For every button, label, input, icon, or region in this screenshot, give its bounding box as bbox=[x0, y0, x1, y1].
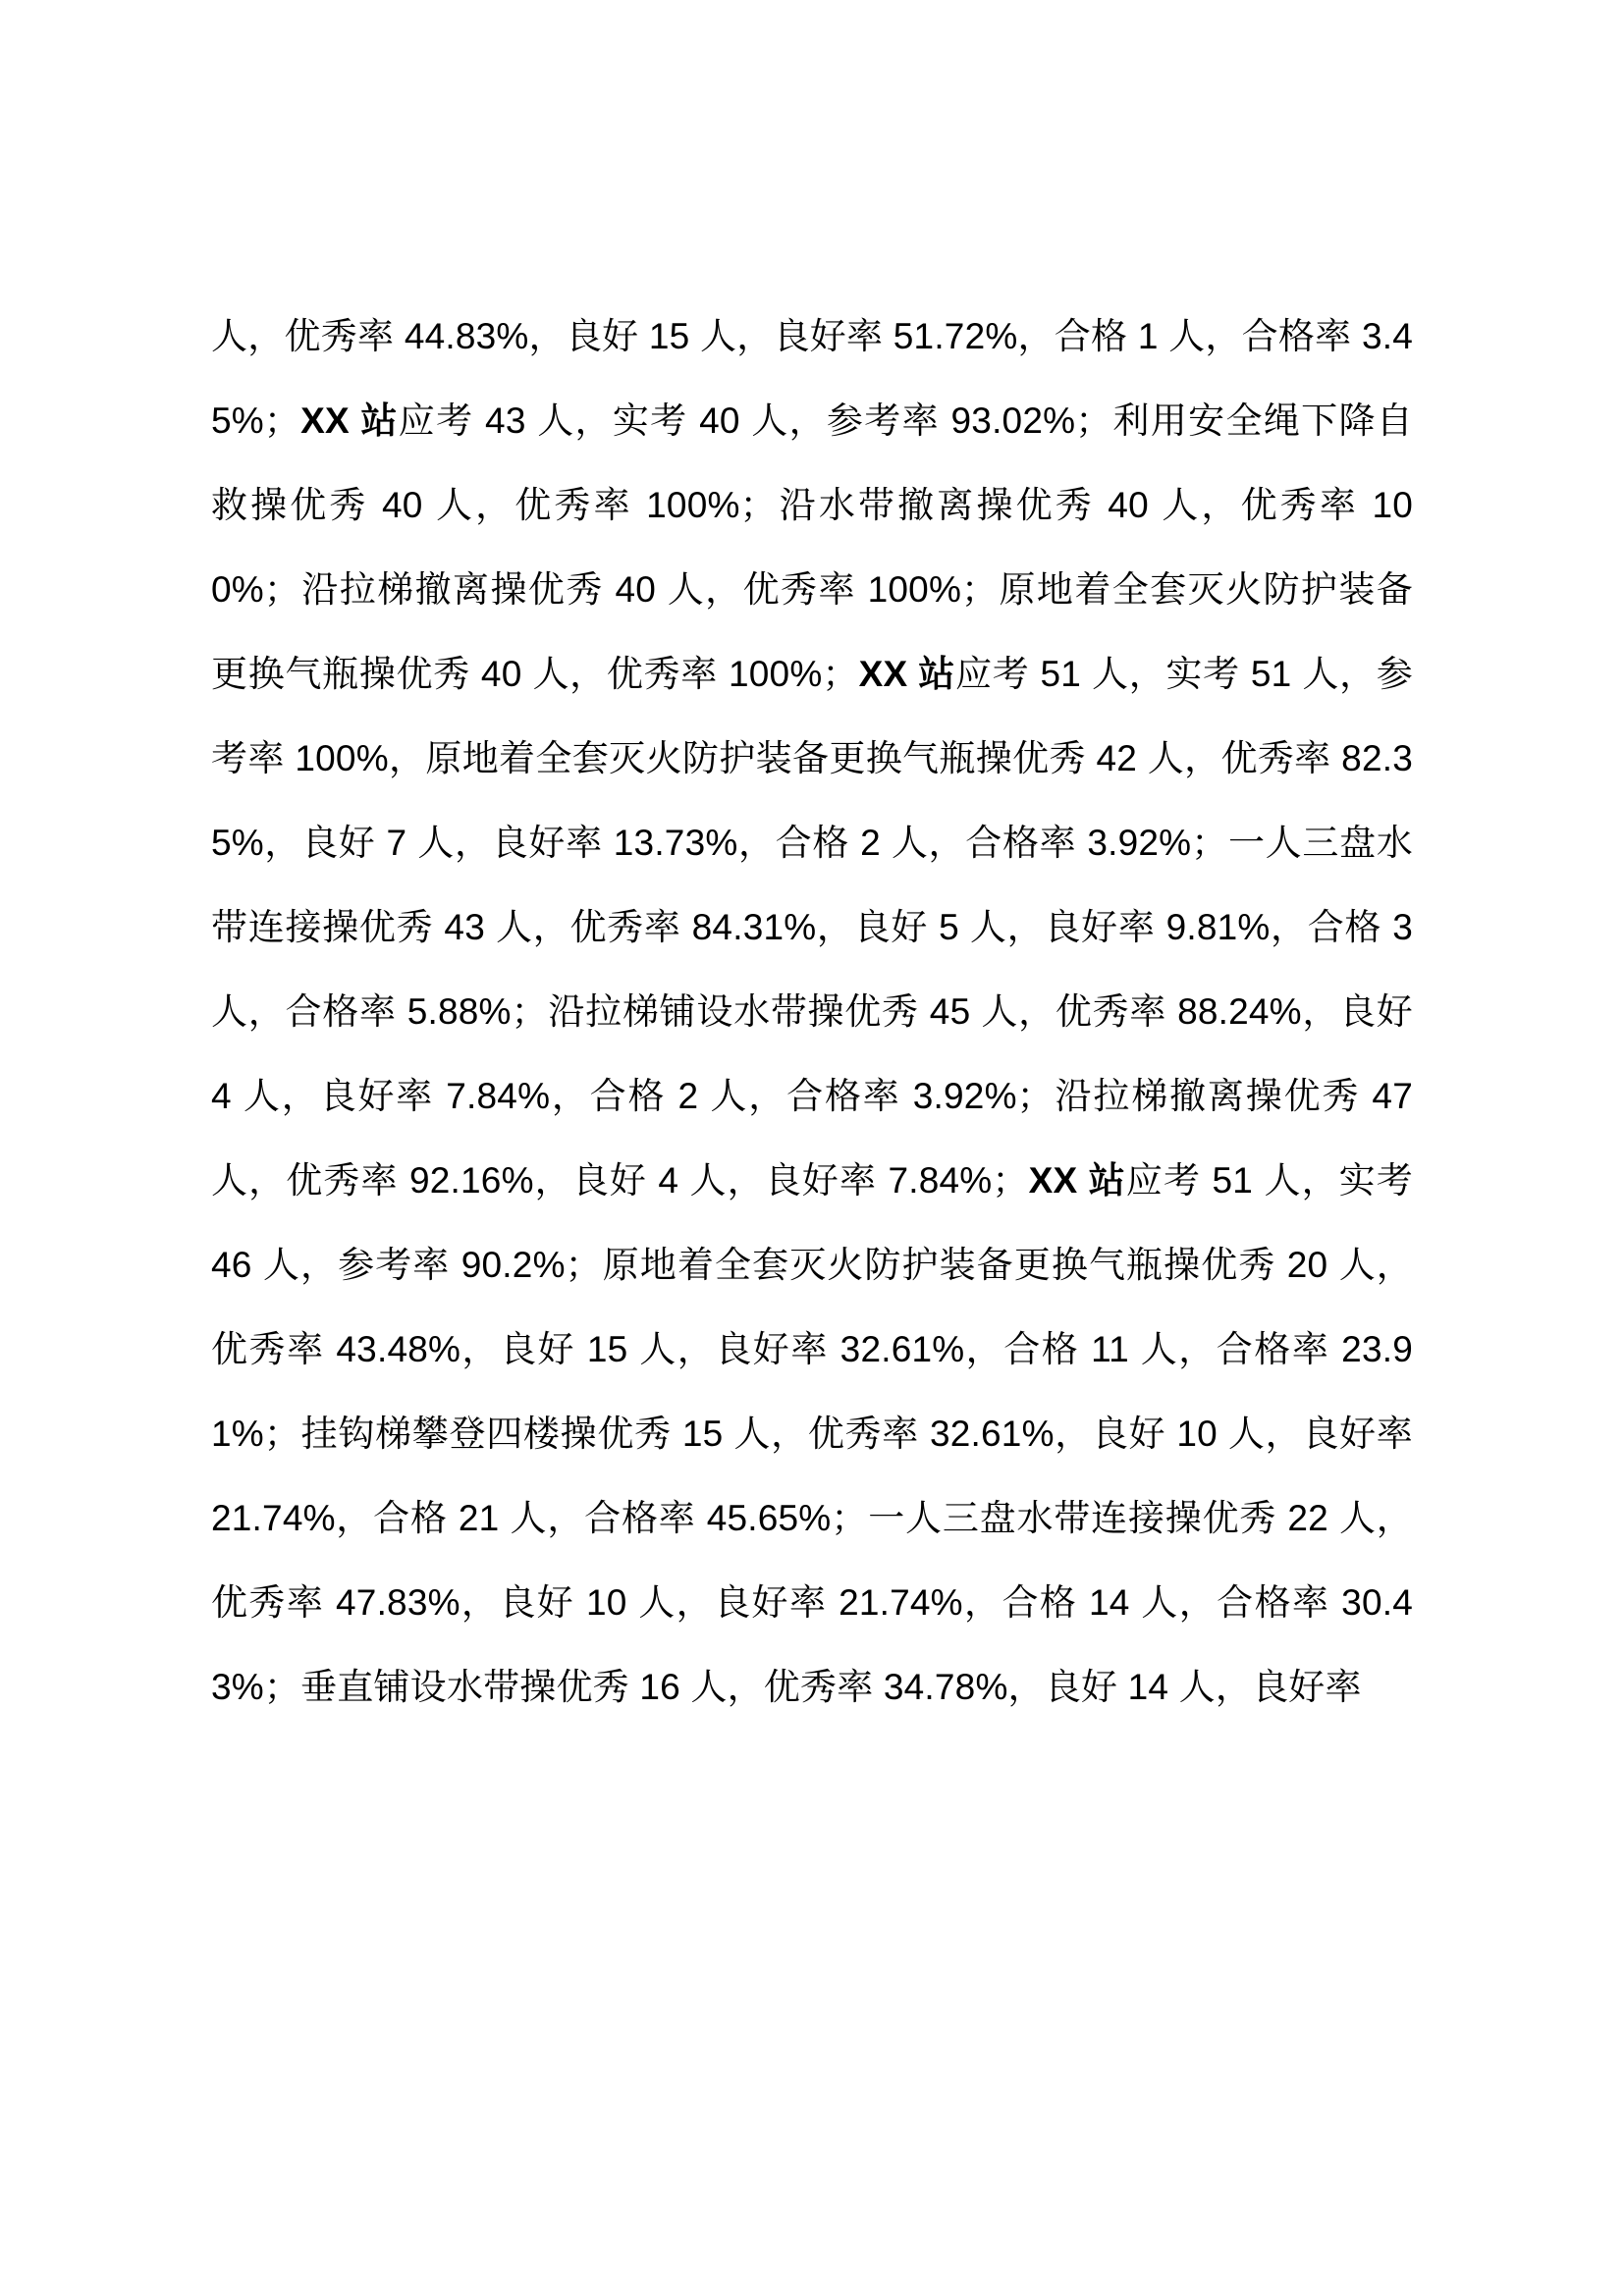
body-text-run: 人，优秀率 44.83%，良好 15 人，良好率 51.72%，合格 1 人，合格率 3.45%； bbox=[211, 316, 1413, 441]
body-text-run: 应考 51 人，实考 46 人，参考率 90.2%；原地着全套灭火防护装备更换气瓶操优秀 20 人，优秀率 43.48%，良好 15 人，良好率 32.61%，合格 11 人，合格率 23.91%；挂钩梯攀登四楼操优秀 15 人，优秀率 32.61%，良好 10 人，良好率 21.74%，合格 21 人，合格率 45.65%；一人三盘水带连接操优秀 22 人，优秀率 47.83%，良好 10 人，良好率 21.74%，合格 14 人，合格率 30.43%；垂直铺设水带操优秀 16 人，优秀率 34.78%，良好 14 人，良好率 bbox=[211, 1160, 1414, 1707]
station-name: XX 站 bbox=[300, 400, 399, 441]
body-text-run: 应考 43 人，实考 40 人，参考率 93.02%；利用安全绳下降自救操优秀 40 人，优秀率 100%；沿水带撤离操优秀 40 人，优秀率 100%；沿拉梯撤离操优秀 40 人，优秀率 100%；原地着全套灭火防护装备更换气瓶操优秀 40 人，优秀率 100%； bbox=[211, 400, 1414, 694]
station-name: XX 站 bbox=[858, 654, 956, 694]
station-name: XX 站 bbox=[1028, 1160, 1126, 1201]
document-body-paragraph bbox=[211, 294, 1413, 1730]
body-text-run: 应考 51 人，实考 51 人，参考率 100%，原地着全套灭火防护装备更换气瓶操优秀 42 人，优秀率 82.35%，良好 7 人，良好率 13.73%，合格 2 人，合格率 3.92%；一人三盘水带连接操优秀 43 人，优秀率 84.31%，良好 5 人，良好率 9.81%，合格 3 人，合格率 5.88%；沿拉梯铺设水带操优秀 45 人，优秀率 88.24%，良好 4 人，良好率 7.84%，合格 2 人，合格率 3.92%；沿拉梯撤离操优秀 47 人，优秀率 92.16%，良好 4 人，良好率 7.84%； bbox=[211, 654, 1413, 1201]
